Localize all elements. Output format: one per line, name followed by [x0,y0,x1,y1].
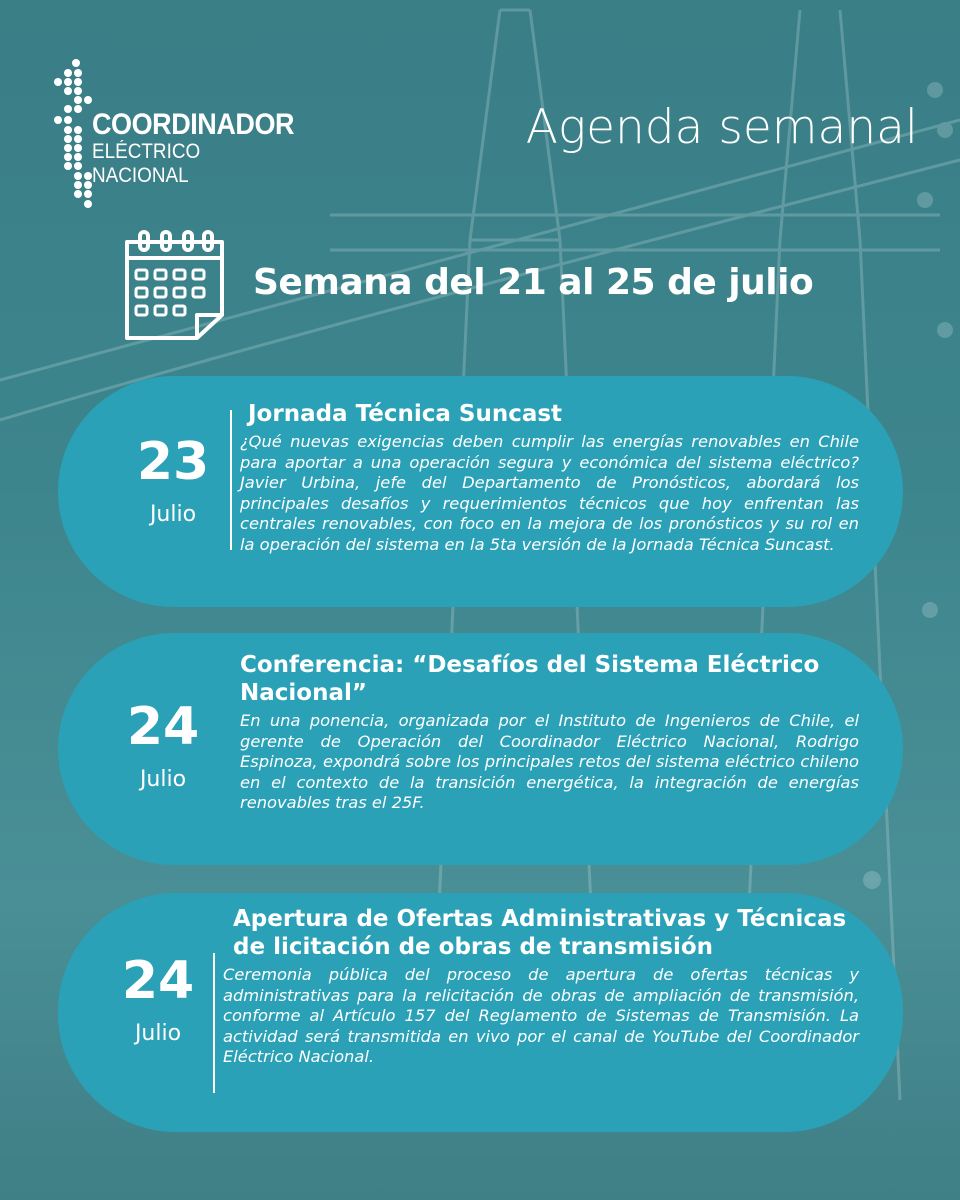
event-description: ¿Qué nuevas exigencias deben cumplir las energías renovables en Chile para aportar a una operación segura y económica del sistema eléctrico? Javier Urbina, jefe del Departamento de Pronósticos, abordará los principales desafíos y requerimientos técnicos que hoy enfrentan las centrales renovables, con foco en la mejora de los pronósticos y su rol en la operación del sistema en la 5ta versión de la Jornada Técnica Suncast. [240,432,859,554]
event-date [118,432,228,527]
event-day: 23 [136,432,210,492]
event-date [108,697,218,792]
event-month: Julio [149,502,197,527]
event-content [240,651,859,814]
calendar-icon [122,230,227,342]
event-content [240,400,859,555]
event-day: 24 [121,951,195,1011]
event-title: Jornada Técnica Suncast [248,401,563,427]
divider [230,410,232,550]
logo-line2: ELÉCTRICO NACIONAL [92,140,201,187]
event-description: Ceremonia pública del proceso de apertura de ofertas técnicas y administrativas para la relicitación de obras de ampliación de transmisión, conforme al Artículo 157 del Reglamento de Sistemas de Transmisión. La actividad será transmitida en vivo por el canal de YouTube del Coordinador Eléctrico Nacional. [223,965,859,1066]
event-title: Apertura de Ofertas Administrativas y Técnicas de licitación de obras de transmisión [233,906,847,960]
event-title: Conferencia: “Desafíos del Sistema Eléctrico Nacional” [240,652,820,706]
event-card [58,633,903,865]
coordinador-logo [52,58,295,208]
event-month: Julio [134,1021,182,1046]
week-heading: Semana del 21 al 25 de julio [253,262,814,303]
event-card [58,893,903,1132]
event-description: En una ponencia, organizada por el Instituto de Ingenieros de Chile, el gerente de Operación del Coordinador Eléctrico Nacional, Rodrigo Espinoza, expondrá sobre los principales retos del sistema eléctrico chileno en el contexto de la transición energética, la integración de energías renovables tras el 25F. [240,711,859,812]
logo-line1: COORDINADOR [92,108,295,141]
divider [213,953,215,1093]
event-day: 24 [126,697,200,757]
event-content [223,905,859,1068]
event-month: Julio [139,767,187,792]
event-date [103,951,213,1046]
page-title: Agenda semanal [525,100,918,155]
event-card [58,376,903,607]
